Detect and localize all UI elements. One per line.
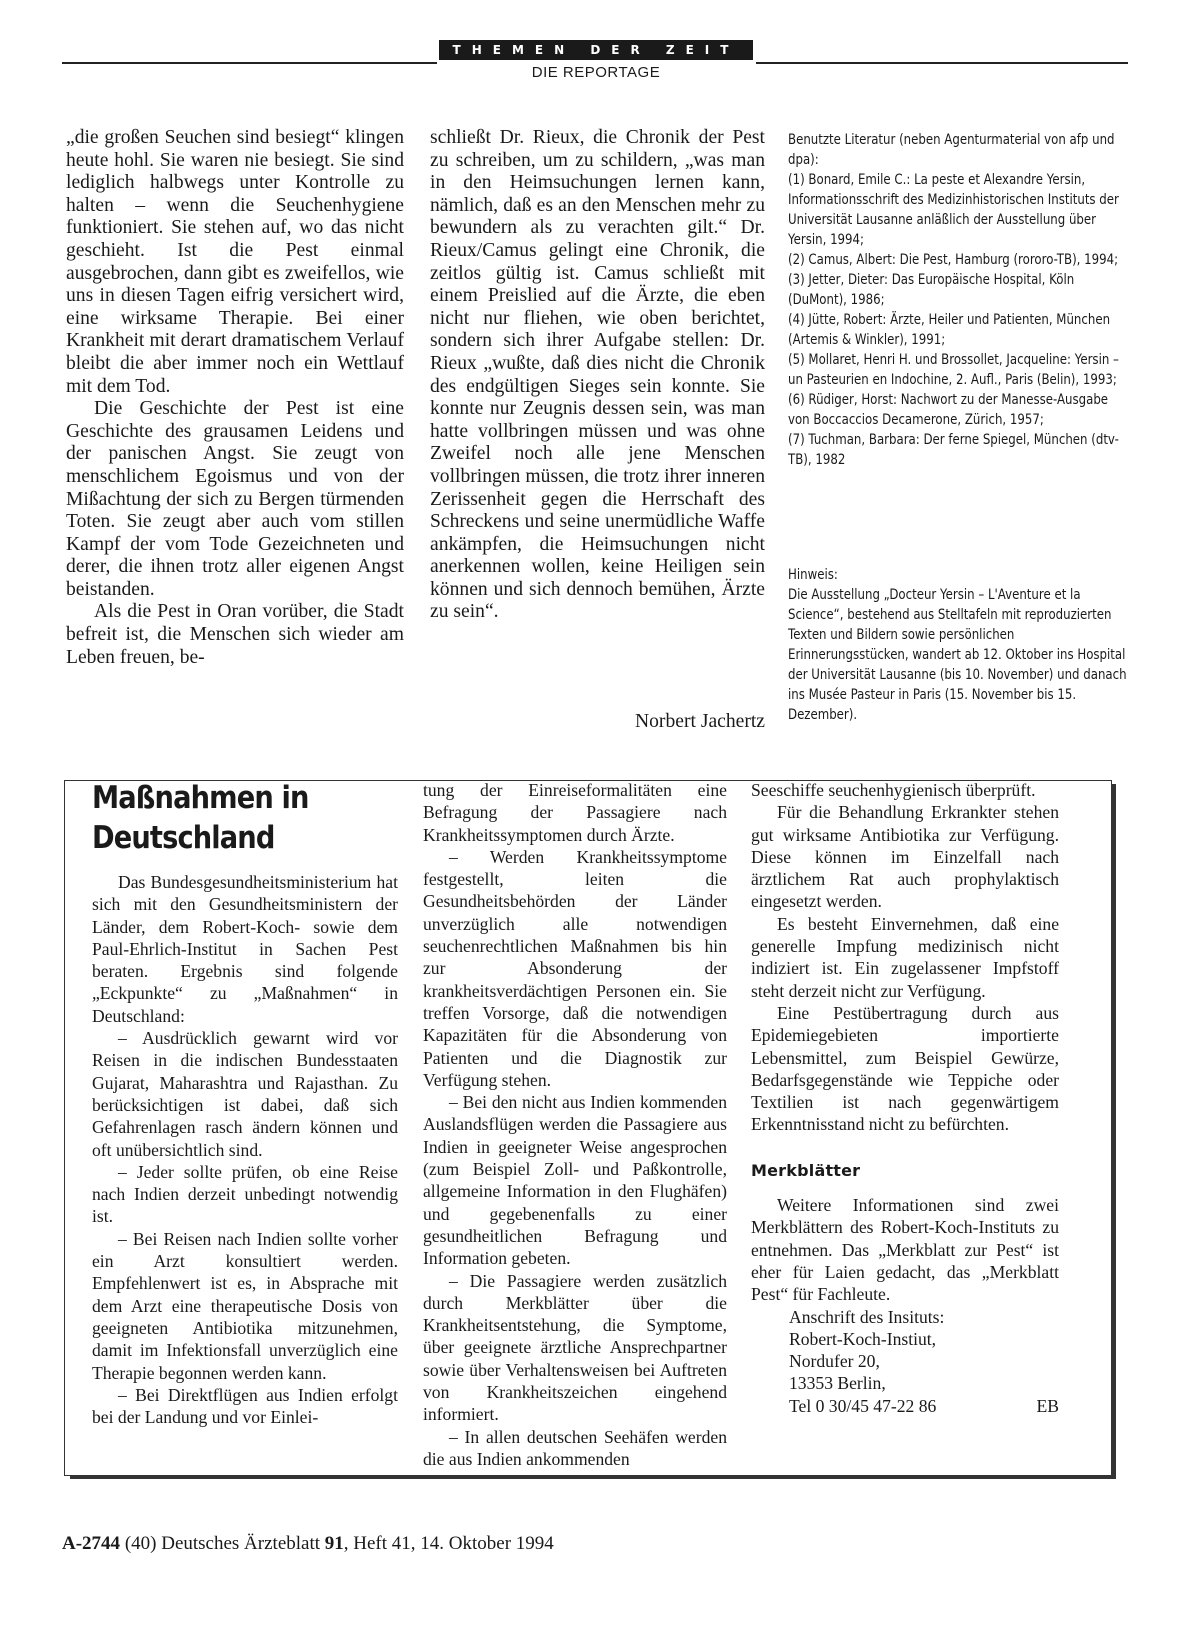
address-line: Robert-Koch-Instiut, — [789, 1328, 937, 1349]
note-label: Hinweis: — [788, 567, 838, 583]
header-rule-right — [756, 62, 1128, 64]
reference-item: (5) Mollaret, Henri H. und Brossollet, Jacqueline: Yersin – un Pasteurien en Indochine, 2. Aufl., Paris (Belin), 1993; — [788, 352, 1119, 388]
author-initials: EB — [1036, 1395, 1059, 1416]
references-block — [788, 130, 1119, 470]
article-paragraph: Die Geschichte der Pest ist eine Geschichte des grausamen Leidens und der panischen Angst. Sie zeugt von menschlichem Egoismus und von der Mißachtung der sich zu Bergen türmenden Toten. Sie zeugt aber auch vom stillen Kampf der vom Tode Gezeichneten und derer, die ihnen trotz aller eigenen Angst beistanden. — [66, 398, 404, 600]
reference-item: (7) Tuchman, Barbara: Der ferne Spiegel, München (dtv-TB), 1982 — [788, 432, 1119, 468]
box-paragraph: tung der Einreiseformalitäten eine Befragung der Passagiere nach Krankheitssymptomen durch Ärzte. — [423, 780, 727, 845]
reference-item: (4) Jütte, Robert: Ärzte, Heiler und Patienten, München (Artemis & Winkler), 1991; — [788, 312, 1111, 348]
note-block — [788, 565, 1128, 725]
header-rule-left — [62, 62, 437, 64]
box-paragraph: – Ausdrücklich gewarnt wird vor Reisen in die indischen Bundesstaaten Gujarat, Maharashtra und Rajasthan. Zu berücksichtigen ist dabei, daß sich Gefahrenlagen rasch ändern können und oft unübersichtlich sind. — [92, 1028, 398, 1160]
box-paragraph: Eine Pestübertragung durch aus Epidemiegebieten importierte Lebensmittel, zum Beispiel Gewürze, Bedarfsgegenstände wie Teppiche oder Textilien ist nach gegenwärtigem Erkenntnisstand nicht zu befürchten. — [751, 1002, 1059, 1135]
article-paragraph: „die großen Seuchen sind besiegt“ klingen heute hohl. Sie waren nie besiegt. Sie sind lediglich halbwegs unter Kontrolle zu halten – wenn die Seuchenhygiene funktioniert. Sie stehen auf, wo das nicht geschieht. Ist die Pest einmal ausgebrochen, dann gibt es zweifellos, wie uns in diesen Tagen eifrig versichert wird, eine wirksame Therapie. Bei einer Krankheit mit derart dramatischem Verlauf bleibt die aber immer noch ein Wettlauf mit dem Tod. — [66, 127, 404, 397]
volume-number: 91 — [324, 1533, 344, 1554]
address-line: Anschrift des Insituts: — [789, 1306, 945, 1327]
box-paragraph: Für die Behandlung Erkrankter stehen gut wirksame Antibiotika zur Verfügung. Diese können im Einzelfall nach ärztlichem Rat auch prophylaktisch eingesetzt werden. — [751, 802, 1059, 912]
box-paragraph: – Bei Reisen nach Indien sollte vorher ein Arzt konsultiert werden. Empfehlenwert ist es, in Absprache mit dem Arzt eine therapeutische Dosis von geeigneten Antibiotika mitzunehmen, damit im Infektionsfall unverzüglich eine Therapie begonnen werden kann. — [92, 1228, 398, 1383]
box-paragraph: – Die Passagiere werden zusätzlich durch Merkblätter über die Krankheitsentstehung, die Symptome, über geeignete ärztliche Ansprechpartner sowie über Verhaltensweisen bei Auftreten von Krankheitszeichen eingehend informiert. — [423, 1270, 727, 1425]
address-line: Nordufer 20, — [789, 1351, 880, 1372]
author-signature: Norbert Jachertz — [634, 711, 765, 732]
section-subtitle: DIE REPORTAGE — [531, 64, 661, 81]
box-paragraph: – In allen deutschen Seehäfen werden die aus Indien ankommenden — [423, 1426, 727, 1469]
article-column-1 — [66, 127, 404, 669]
box-column-2 — [423, 779, 727, 1470]
box-paragraph: – Werden Krankheitssymptome festgestellt, leiten die Gesundheitsbehörden der Länder unverzüglich alle notwendigen seuchenrechtlichen Maßnahmen bis hin zur Absonderung der krankheitsverdächtigen Personen ein. Sie treffen Vorsorge, daß die notwendigen Kapazitäten für die Absonderung von Patienten und die Diagnostik zur Verfügung stehen. — [423, 846, 727, 1090]
info-box-shadow-right — [1111, 784, 1116, 1479]
box-paragraph: – Bei Direktflügen aus Indien erfolgt bei der Landung und vor Einlei- — [92, 1384, 398, 1428]
journal-name: Deutsches Ärzteblatt — [161, 1533, 321, 1554]
info-box-shadow-bottom — [70, 1475, 1116, 1479]
section-banner: THEMEN DER ZEIT — [439, 40, 753, 60]
box-title-line: Maßnahmen in — [92, 780, 309, 816]
reference-item: (3) Jetter, Dieter: Das Europäische Hospital, Köln (DuMont), 1986; — [788, 272, 1075, 308]
issue-info: , Heft 41, 14. Oktober 1994 — [343, 1533, 554, 1554]
box-title-line: Deutschland — [92, 820, 275, 856]
article-column-2 — [430, 127, 765, 624]
phone-number: Tel 0 30/45 47-22 86 — [789, 1395, 937, 1416]
page-footer — [62, 1533, 554, 1555]
reference-item: (2) Camus, Albert: Die Pest, Hamburg (rororo-TB), 1994; — [788, 252, 1119, 268]
box-paragraph: – Bei den nicht aus Indien kommenden Auslandsflügen werden die Passagiere aus Indien in geeigneter Weise angesprochen (zum Beispiel Zoll- und Paßkontrolle, allgemeine Information in den Flughäfen) und gegebenenfalls zu einer gesundheitlichen Befragung und Information gebeten. — [423, 1092, 727, 1269]
box-column-3 — [751, 779, 1059, 1417]
article-paragraph: Als die Pest in Oran vorüber, die Stadt befreit ist, die Menschen sich wieder am Leben freuen, be- — [66, 601, 404, 668]
box-title — [92, 778, 356, 858]
page-number: (40) — [124, 1533, 157, 1554]
box-paragraph: Weitere Informationen sind zwei Merkblättern des Robert-Koch-Instituts zu entnehmen. Das „Merkblatt zur Pest“ ist eher für Laien gedacht, das „Merkblatt Pest“ für Fachleute. — [751, 1195, 1059, 1305]
note-text: Die Ausstellung „Docteur Yersin – L'Aventure et la Science“, bestehend aus Stelltafeln mit reproduzierten Texten und Bildern sowie persönlichen Erinnerungsstücken, wandert ab 12. Oktober ins Hospital der Universität Lausanne (bis 10. November) und danach ins Musée Pasteur in Paris (15. November bis 15. Dezember). — [788, 587, 1127, 723]
box-paragraph: Es besteht Einvernehmen, daß eine generelle Impfung medizinisch nicht indiziert ist. Ein zugelassener Impfstoff steht derzeit nicht zur Verfügung. — [751, 913, 1059, 1001]
reference-item: (1) Bonard, Emile C.: La peste et Alexandre Yersin, Informationsschrift des Medizinhistorischen Instituts der Universität Lausanne anläßlich der Ausstellung über Yersin, 1994; — [788, 172, 1119, 248]
box-paragraph: – Jeder sollte prüfen, ob eine Reise nach Indien derzeit unbedingt notwendig ist. — [92, 1161, 398, 1227]
box-column-1 — [92, 871, 398, 1428]
box-subheading: Merkblätter — [751, 1160, 861, 1180]
references-intro: Benutzte Literatur (neben Agenturmaterial von afp und dpa): — [788, 132, 1115, 168]
reference-item: (6) Rüdiger, Horst: Nachwort zu der Manesse-Ausgabe von Boccaccios Decamerone, Zürich, 1957; — [788, 392, 1109, 428]
article-paragraph: schließt Dr. Rieux, die Chronik der Pest zu schreiben, um zu schildern, „was man in den Heimsuchungen lernen kann, nämlich, daß es an den Menschen mehr zu bewundern als zu verachten gilt.“ Dr. Rieux/Camus gelingt eine Chronik, die zeitlos gültig ist. Camus schließt mit einem Preislied auf die Ärzte, die eben nicht nur fliehen, wie oben berichtet, sondern sich ihrer Aufgabe stellen: Dr. Rieux „wußte, daß dies nicht die Chronik des endgültigen Sieges sein konnte. Sie konnte nur Zeugnis dessen sein, was man hatte vollbringen müssen und was ohne Zweifel noch alle jene Menschen vollbringen müssen, die trotz ihrer inneren Zerissenheit gegen die Herrschaft des Schreckens und seine unermüdliche Waffe ankämpfen, die Heimsuchungen nicht anerkennen wollen, keine Heiligen sein können und sich dennoch bemühen, Ärzte zu sein“. — [430, 127, 765, 623]
box-paragraph: Seeschiffe seuchenhygienisch überprüft. — [751, 780, 1036, 800]
phone-line — [789, 1395, 1059, 1417]
page-code: A-2744 — [62, 1533, 121, 1554]
box-paragraph: Das Bundesgesundheitsministerium hat sich mit den Gesundheitsministern der Länder, dem Robert-Koch- sowie dem Paul-Ehrlich-Institut in Sachen Pest beraten. Ergebnis sind folgende „Eckpunkte“ zu „Maßnahmen“ in Deutschland: — [92, 872, 398, 1026]
address-line: 13353 Berlin, — [789, 1373, 886, 1394]
